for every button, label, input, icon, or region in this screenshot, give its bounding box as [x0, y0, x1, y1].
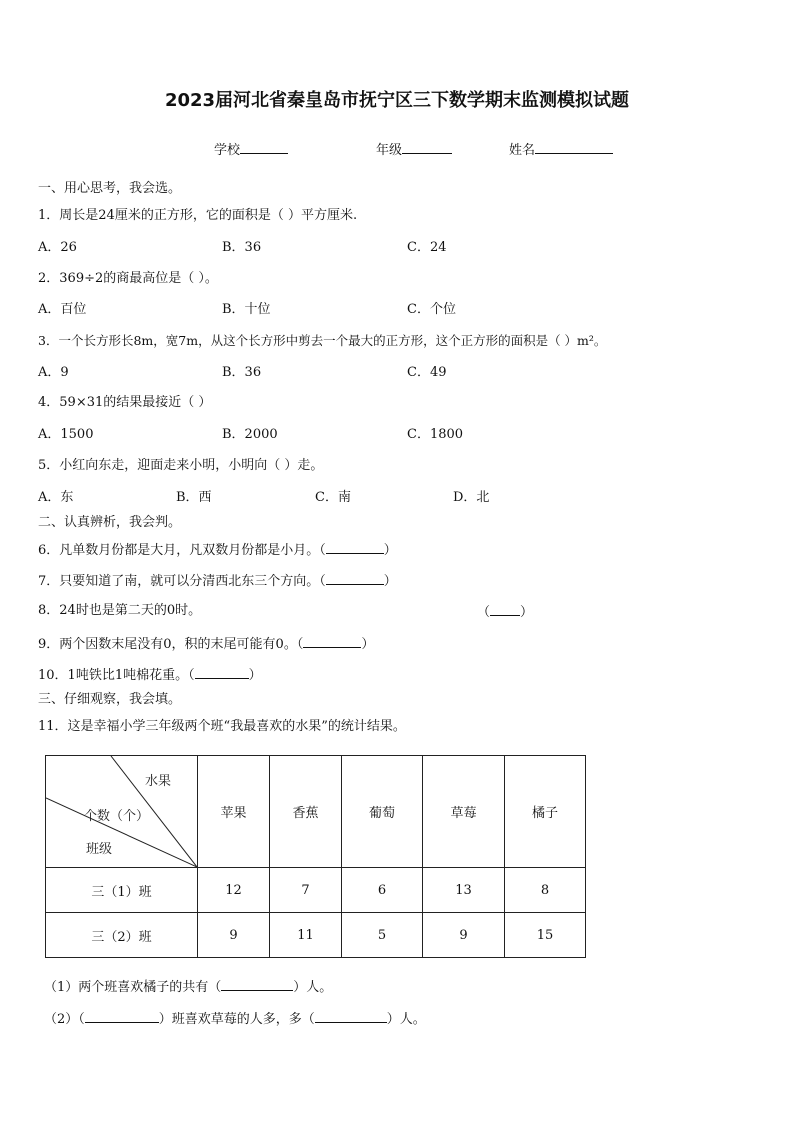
table-row	[46, 868, 586, 913]
q1-option-b[interactable]: B．36	[222, 240, 262, 255]
question-1: 1．周长是24厘米的正方形，它的面积是（ ）平方厘米.	[38, 208, 358, 223]
q9-stem: 9．两个因数末尾没有0，积的末尾可能有0。（	[38, 637, 304, 652]
q10-stem: 10．1吨铁比1吨棉花重。（	[38, 668, 195, 683]
col-header-grape: 葡萄	[342, 756, 423, 868]
name-blank[interactable]	[535, 141, 613, 154]
cell-value: 9	[198, 913, 270, 958]
cell-value: 11	[270, 913, 342, 958]
sub2-answer-blank-2[interactable]	[315, 1010, 387, 1023]
q7-answer-blank[interactable]	[326, 572, 384, 585]
subquestion-2	[44, 1010, 426, 1028]
grade-label: 年级	[376, 143, 403, 158]
header-count-label: 个数（个）	[84, 809, 150, 824]
question-8: 8．24时也是第二天的0时。	[38, 603, 202, 618]
cell-value: 9	[423, 913, 505, 958]
diagonal-header-cell	[46, 756, 198, 868]
school-field[interactable]	[214, 141, 288, 159]
q6-answer-blank[interactable]	[326, 541, 384, 554]
table-row	[46, 913, 586, 958]
school-blank[interactable]	[240, 141, 288, 154]
q4-option-b[interactable]: B．2000	[222, 427, 278, 442]
sub2-pre: （2）（	[44, 1012, 85, 1027]
fruit-stats-table	[45, 755, 586, 958]
sub2-post: ）人。	[386, 1012, 426, 1027]
subquestion-1	[44, 978, 332, 996]
q6-stem: 6．凡单数月份都是大月，凡双数月份都是小月。（	[38, 543, 326, 558]
question-9	[38, 635, 374, 653]
cell-value: 5	[342, 913, 423, 958]
cell-value: 7	[270, 868, 342, 913]
q2-option-a[interactable]: A．百位	[38, 302, 87, 317]
sub1-pre: （1）两个班喜欢橘子的共有（	[44, 980, 222, 995]
q1-option-c[interactable]: C．24	[407, 240, 447, 255]
q7-stem: 7．只要知道了南，就可以分清西北东三个方向。（	[38, 574, 326, 589]
col-header-orange: 橘子	[505, 756, 586, 868]
row-label-class-1: 三（1）班	[46, 868, 198, 913]
section-2-heading: 二、认真辨析，我会判。	[38, 515, 182, 530]
q8-answer	[477, 603, 533, 621]
q9-answer-blank[interactable]	[303, 635, 361, 648]
row-label-class-2: 三（2）班	[46, 913, 198, 958]
grade-field[interactable]	[376, 141, 452, 159]
question-6	[38, 541, 397, 559]
q5-option-b[interactable]: B．西	[176, 490, 212, 505]
sub1-answer-blank[interactable]	[221, 978, 293, 991]
section-3-heading: 三、仔细观察，我会填。	[38, 692, 182, 707]
school-label: 学校	[214, 143, 241, 158]
section-1-heading: 一、用心思考，我会选。	[38, 181, 182, 196]
name-label: 姓名	[509, 143, 536, 158]
q5-option-a[interactable]: A．东	[38, 490, 74, 505]
q8-close: ）	[520, 605, 534, 620]
cell-value: 15	[505, 913, 586, 958]
q3-option-a[interactable]: A．9	[38, 365, 69, 380]
q4-option-c[interactable]: C．1800	[407, 427, 464, 442]
col-header-strawberry: 草莓	[423, 756, 505, 868]
question-11: 11．这是幸福小学三年级两个班“我最喜欢的水果”的统计结果。	[38, 719, 406, 734]
q2-option-c[interactable]: C．个位	[407, 302, 456, 317]
header-class-label: 班级	[86, 842, 113, 857]
q4-option-a[interactable]: A．1500	[38, 427, 94, 442]
col-header-apple: 苹果	[198, 756, 270, 868]
q10-close: ）	[248, 668, 262, 683]
grade-blank[interactable]	[402, 141, 452, 154]
q8-answer-blank[interactable]	[490, 603, 520, 616]
q6-close: ）	[383, 543, 397, 558]
question-3: 3．一个长方形长8m，宽7m，从这个长方形中剪去一个最大的正方形，这个正方形的面积是（ ）m²。	[38, 333, 607, 348]
q3-option-c[interactable]: C．49	[407, 365, 447, 380]
q10-answer-blank[interactable]	[195, 666, 249, 679]
question-5: 5．小红向东走，迎面走来小明，小明向（ ）走。	[38, 458, 324, 473]
q5-option-d[interactable]: D．北	[453, 490, 490, 505]
question-10	[38, 666, 262, 684]
q9-close: ）	[361, 637, 375, 652]
question-7	[38, 572, 397, 590]
question-4: 4．59×31的结果最接近（ ）	[38, 395, 212, 410]
q8-open: （	[477, 605, 491, 620]
sub2-mid: ）班喜欢草莓的人多，多（	[158, 1012, 315, 1027]
col-header-banana: 香蕉	[270, 756, 342, 868]
cell-value: 12	[198, 868, 270, 913]
q5-option-c[interactable]: C．南	[315, 490, 351, 505]
question-2: 2．369÷2的商最高位是（ ）。	[38, 271, 218, 286]
sub2-answer-blank-1[interactable]	[85, 1010, 159, 1023]
cell-value: 8	[505, 868, 586, 913]
page-title: 2023届河北省秦皇岛市抚宁区三下数学期末监测模拟试题	[164, 90, 630, 111]
q3-option-b[interactable]: B．36	[222, 365, 262, 380]
sub1-post: ）人。	[293, 980, 333, 995]
cell-value: 13	[423, 868, 505, 913]
q7-close: ）	[383, 574, 397, 589]
cell-value: 6	[342, 868, 423, 913]
name-field[interactable]	[509, 141, 613, 159]
q1-option-a[interactable]: A．26	[38, 240, 77, 255]
q2-option-b[interactable]: B．十位	[222, 302, 271, 317]
header-fruit-label: 水果	[145, 774, 172, 789]
